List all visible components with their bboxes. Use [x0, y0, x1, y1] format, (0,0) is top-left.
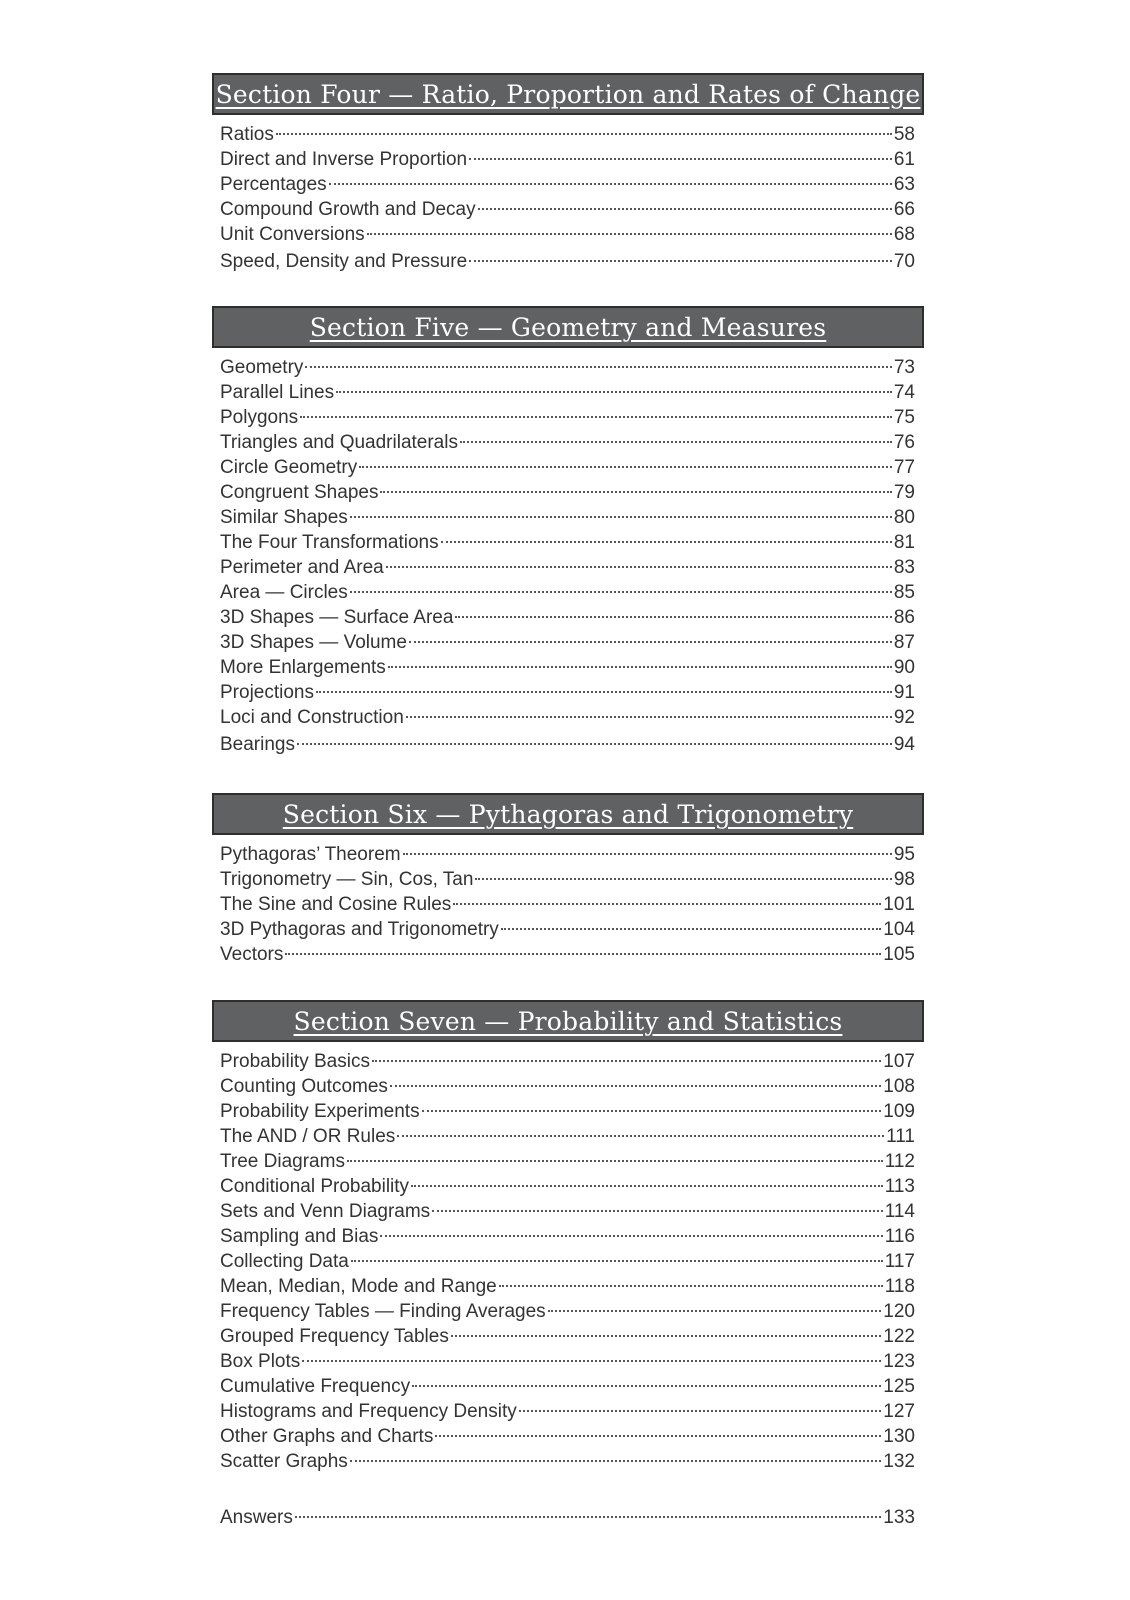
entry-page: 86 [893, 607, 915, 628]
entry-title: Triangles and Quadrilaterals [220, 432, 458, 453]
entry-page: 108 [883, 1076, 915, 1097]
toc-entry[interactable] [220, 530, 915, 555]
toc-entry[interactable] [220, 1374, 915, 1399]
toc-entry[interactable] [220, 1249, 915, 1274]
toc-entry[interactable] [220, 842, 915, 867]
entry-page: 127 [883, 1401, 915, 1422]
entry-page: 122 [883, 1326, 915, 1347]
toc-entry[interactable] [220, 680, 915, 705]
entry-title: Vectors [220, 944, 284, 965]
toc-entry[interactable] [220, 1174, 915, 1199]
dot-leader [300, 416, 892, 418]
entry-page: 73 [893, 357, 915, 378]
toc-entry[interactable] [220, 892, 915, 917]
toc-entry[interactable] [220, 1199, 915, 1224]
entry-title: More Enlargements [220, 657, 386, 678]
entry-page: 74 [893, 382, 915, 403]
dot-leader [478, 208, 892, 210]
entry-page: 66 [893, 199, 915, 220]
dot-leader [406, 716, 892, 718]
section-title: Section Four — Ratio, Proportion and Rates of Change [215, 79, 921, 109]
entry-title: Percentages [220, 174, 327, 195]
dot-leader [285, 953, 881, 955]
toc-entry[interactable] [220, 249, 915, 274]
entry-page: 87 [893, 632, 915, 653]
entry-title: Compound Growth and Decay [220, 199, 476, 220]
entry-page: 107 [883, 1051, 915, 1072]
entry-page: 118 [884, 1276, 915, 1297]
entry-title: Other Graphs and Charts [220, 1426, 434, 1447]
toc-entry[interactable] [220, 1099, 915, 1124]
entry-title: Circle Geometry [220, 457, 358, 478]
dot-leader [469, 158, 892, 160]
toc-entry[interactable] [220, 555, 915, 580]
toc-entry[interactable] [220, 917, 915, 942]
entry-title: Ratios [220, 124, 274, 145]
toc-entry[interactable] [220, 455, 915, 480]
entry-title: Tree Diagrams [220, 1151, 345, 1172]
dot-leader [276, 133, 892, 135]
toc-entry[interactable] [220, 732, 915, 757]
entry-title: Sampling and Bias [220, 1226, 379, 1247]
entry-title: Histograms and Frequency Density [220, 1401, 517, 1422]
dot-leader [336, 391, 892, 393]
entry-title: Geometry [220, 357, 304, 378]
dot-leader [453, 903, 881, 905]
toc-entry[interactable] [220, 197, 915, 222]
entry-title: Loci and Construction [220, 707, 404, 728]
dot-leader [455, 616, 891, 618]
toc-entry[interactable] [220, 655, 915, 680]
entry-page: 132 [883, 1451, 915, 1472]
toc-entry[interactable] [220, 480, 915, 505]
entry-title: Cumulative Frequency [220, 1376, 411, 1397]
entry-page: 85 [893, 582, 915, 603]
entry-page: 120 [883, 1301, 915, 1322]
section-seven-entries [220, 1049, 915, 1474]
entry-title: Bearings [220, 734, 295, 755]
entry-title: Projections [220, 682, 314, 703]
entry-title: Probability Basics [220, 1051, 370, 1072]
entry-title: Sets and Venn Diagrams [220, 1201, 431, 1222]
toc-entry[interactable] [220, 1349, 915, 1374]
entry-title: Scatter Graphs [220, 1451, 348, 1472]
dot-leader [519, 1410, 882, 1412]
entry-page: 125 [883, 1376, 915, 1397]
entry-page: 80 [893, 507, 915, 528]
toc-entry[interactable] [220, 867, 915, 892]
toc-entry[interactable] [220, 1449, 915, 1474]
dot-leader [350, 516, 892, 518]
entry-page: 133 [883, 1507, 915, 1528]
entry-title: Mean, Median, Mode and Range [220, 1276, 497, 1297]
entry-title: Parallel Lines [220, 382, 335, 403]
entry-page: 98 [893, 869, 915, 890]
entry-title: Trigonometry — Sin, Cos, Tan [220, 869, 474, 890]
toc-entry[interactable] [220, 1274, 915, 1299]
toc-entry[interactable] [220, 605, 915, 630]
toc-entry[interactable] [220, 630, 915, 655]
dot-leader [380, 1235, 882, 1237]
entry-page: 114 [884, 1201, 915, 1222]
toc-entry-answers[interactable] [220, 1505, 915, 1530]
toc-entry[interactable] [220, 1424, 915, 1449]
entry-page: 113 [884, 1176, 915, 1197]
entry-page: 130 [883, 1426, 915, 1447]
answers-entry-list [220, 1505, 915, 1530]
entry-title: 3D Pythagoras and Trigonometry [220, 919, 499, 940]
entry-title: The AND / OR Rules [220, 1126, 396, 1147]
entry-title: The Sine and Cosine Rules [220, 894, 452, 915]
section-header-six [212, 793, 924, 835]
dot-leader [432, 1210, 883, 1212]
entry-page: 68 [893, 224, 915, 245]
toc-entry[interactable] [220, 380, 915, 405]
entry-title: Probability Experiments [220, 1101, 420, 1122]
entry-title: Congruent Shapes [220, 482, 379, 503]
entry-page: 105 [883, 944, 915, 965]
dot-leader [475, 878, 891, 880]
dot-leader [302, 1360, 881, 1362]
toc-entry[interactable] [220, 430, 915, 455]
section-header-five [212, 306, 924, 348]
toc-entry[interactable] [220, 1224, 915, 1249]
entry-title: Direct and Inverse Proportion [220, 149, 468, 170]
toc-entry[interactable] [220, 1299, 915, 1324]
dot-leader [297, 743, 892, 745]
entry-title: Grouped Frequency Tables [220, 1326, 449, 1347]
dot-leader [435, 1435, 881, 1437]
toc-entry[interactable] [220, 942, 915, 967]
dot-leader [412, 1385, 881, 1387]
entry-title: Frequency Tables — Finding Averages [220, 1301, 546, 1322]
dot-leader [367, 233, 892, 235]
dot-leader [316, 691, 892, 693]
toc-entry[interactable] [220, 1324, 915, 1349]
section-title: Section Five — Geometry and Measures [309, 312, 827, 342]
entry-page: 61 [893, 149, 915, 170]
entry-page: 83 [893, 557, 915, 578]
section-header-seven [212, 1000, 924, 1042]
dot-leader [451, 1335, 881, 1337]
toc-entry[interactable] [220, 172, 915, 197]
entry-title: Collecting Data [220, 1251, 349, 1272]
entry-page: 81 [893, 532, 915, 553]
dot-leader [411, 1185, 883, 1187]
entry-page: 117 [884, 1251, 915, 1272]
entry-page: 95 [893, 844, 915, 865]
dot-leader [329, 183, 892, 185]
toc-entry[interactable] [220, 147, 915, 172]
dot-leader [403, 853, 892, 855]
dot-leader [350, 1460, 882, 1462]
section-header-four [212, 73, 924, 115]
entry-title: Answers [220, 1507, 293, 1528]
section-five-entries [220, 355, 915, 757]
entry-page: 94 [893, 734, 915, 755]
toc-entry[interactable] [220, 355, 915, 380]
toc-entry[interactable] [220, 505, 915, 530]
dot-leader [380, 491, 891, 493]
toc-entry[interactable] [220, 122, 915, 147]
entry-page: 111 [886, 1126, 915, 1147]
dot-leader [501, 928, 881, 930]
dot-leader [351, 1260, 883, 1262]
entry-page: 76 [893, 432, 915, 453]
section-title: Section Seven — Probability and Statistics [293, 1006, 843, 1036]
toc-entry[interactable] [220, 705, 915, 730]
dot-leader [350, 591, 892, 593]
entry-title: Speed, Density and Pressure [220, 251, 468, 272]
dot-leader [390, 1085, 881, 1087]
entry-title: Counting Outcomes [220, 1076, 388, 1097]
dot-leader [409, 641, 892, 643]
toc-entry[interactable] [220, 1399, 915, 1424]
entry-title: Polygons [220, 407, 299, 428]
entry-page: 112 [884, 1151, 915, 1172]
entry-page: 70 [893, 251, 915, 272]
dot-leader [295, 1516, 881, 1518]
dot-leader [499, 1285, 883, 1287]
entry-title: 3D Shapes — Volume [220, 632, 407, 653]
dot-leader [548, 1310, 882, 1312]
entry-page: 90 [893, 657, 915, 678]
entry-page: 104 [883, 919, 915, 940]
section-title: Section Six — Pythagoras and Trigonometry [282, 799, 854, 829]
toc-entry[interactable] [220, 1049, 915, 1074]
dot-leader [460, 441, 892, 443]
dot-leader [372, 1060, 881, 1062]
dot-leader [305, 366, 891, 368]
entry-title: Similar Shapes [220, 507, 348, 528]
toc-entry[interactable] [220, 405, 915, 430]
entry-page: 75 [893, 407, 915, 428]
toc-entry[interactable] [220, 1149, 915, 1174]
entry-page: 116 [884, 1226, 915, 1247]
entry-title: 3D Shapes — Surface Area [220, 607, 454, 628]
entry-page: 58 [893, 124, 915, 145]
entry-page: 123 [883, 1351, 915, 1372]
entry-page: 109 [883, 1101, 915, 1122]
toc-entry[interactable] [220, 1124, 915, 1149]
toc-entry[interactable] [220, 580, 915, 605]
dot-leader [422, 1110, 882, 1112]
entry-title: Box Plots [220, 1351, 301, 1372]
toc-entry[interactable] [220, 222, 915, 247]
entry-page: 92 [893, 707, 915, 728]
dot-leader [347, 1160, 883, 1162]
entry-page: 91 [893, 682, 915, 703]
dot-leader [469, 260, 892, 262]
entry-page: 63 [893, 174, 915, 195]
dot-leader [397, 1135, 884, 1137]
dot-leader [388, 666, 892, 668]
entry-title: Unit Conversions [220, 224, 365, 245]
entry-title: The Four Transformations [220, 532, 439, 553]
section-four-entries [220, 122, 915, 274]
dot-leader [386, 566, 892, 568]
entry-title: Area — Circles [220, 582, 348, 603]
entry-title: Pythagoras’ Theorem [220, 844, 401, 865]
section-six-entries [220, 842, 915, 967]
entry-page: 101 [883, 894, 915, 915]
entry-title: Perimeter and Area [220, 557, 384, 578]
dot-leader [441, 541, 892, 543]
entry-page: 77 [893, 457, 915, 478]
toc-entry[interactable] [220, 1074, 915, 1099]
dot-leader [359, 466, 892, 468]
entry-title: Conditional Probability [220, 1176, 410, 1197]
entry-page: 79 [893, 482, 915, 503]
